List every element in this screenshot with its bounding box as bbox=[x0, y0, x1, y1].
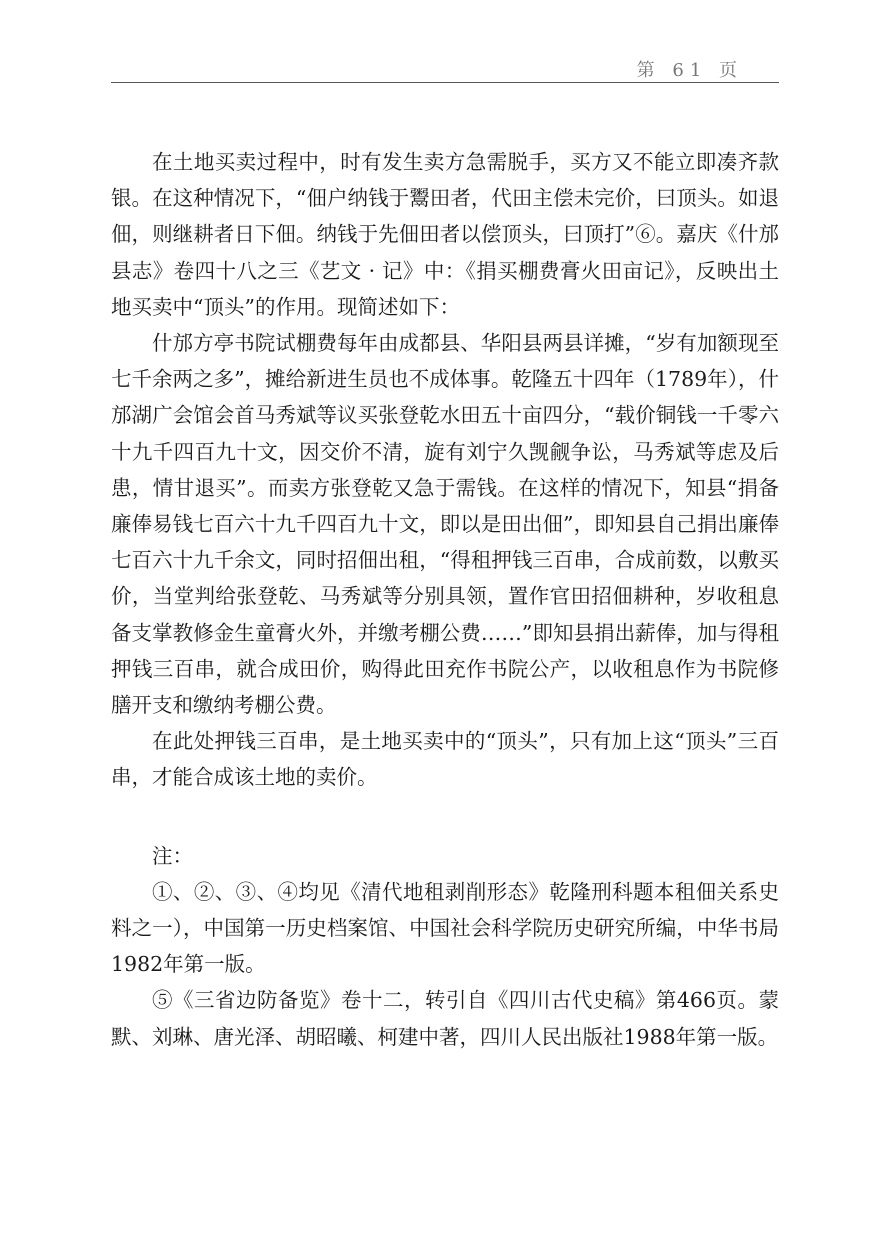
paragraph-1: 在土地买卖过程中，时有发生卖方急需脱手，买方又不能立即凑齐款银。在这种情况下，“佃户纳钱于鬻田者，代田主偿未完价，曰顶头。如退佃，则继耕者日下佃。纳钱于先佃田者以偿顶头，曰顶打”⑥。嘉庆《什邡县志》卷四十八之三《艺文 · 记》中：《捐买棚费膏火田亩记》，反映出土地买卖中“顶头”的作用。现简述如下： bbox=[111, 150, 779, 319]
notes-spacer bbox=[111, 796, 779, 838]
page-header bbox=[111, 50, 779, 83]
document-body bbox=[111, 144, 779, 1055]
notes-title: 注： bbox=[152, 843, 193, 868]
note-1: ①、②、③、④均见《清代地租剥削形态》乾隆刑科题本租佃关系史料之一），中国第一历史档案馆、中国社会科学院历史研究所编，中华书局1982年第一版。 bbox=[111, 879, 779, 977]
page-number: 第 61 页 bbox=[636, 60, 743, 81]
paragraph-3: 在此处押钱三百串，是土地买卖中的“顶头”，只有加上这“顶头”三百串，才能合成该土地的卖价。 bbox=[111, 729, 779, 790]
paragraph-2: 什邡方亭书院试棚费每年由成都县、华阳县两县详摊，“岁有加额现至七千余两之多”，摊给新进生员也不成体事。乾隆五十四年（1789年），什邡湖广会馆会首马秀斌等议买张登乾水田五十亩四分，“载价铜钱一千零六十九千四百九十文，因交价不清，旋有刘宁久觊觎争讼，马秀斌等虑及后患，情甘退买”。而卖方张登乾又急于需钱。在这样的情况下，知县“捐备廉俸易钱七百六十九千四百九十文，即以是田出佃”，即知县自己捐出廉俸七百六十九千余文，同时招佃出租，“得租押钱三百串，合成前数，以敷买价，当堂判给张登乾、马秀斌等分别具领，置作官田招佃耕种，岁收租息备支掌教修金生童膏火外，并缴考棚公费……”即知县捐出薪俸，加与得租押钱三百串，就合成田价，购得此田充作书院公产，以收租息作为书院修膳开支和缴纳考棚公费。 bbox=[111, 331, 779, 718]
note-2: ⑤《三省边防备览》卷十二，转引自《四川古代史稿》第466页。蒙默、刘琳、唐光泽、胡昭曦、柯建中著，四川人民出版社1988年第一版。 bbox=[111, 988, 779, 1049]
